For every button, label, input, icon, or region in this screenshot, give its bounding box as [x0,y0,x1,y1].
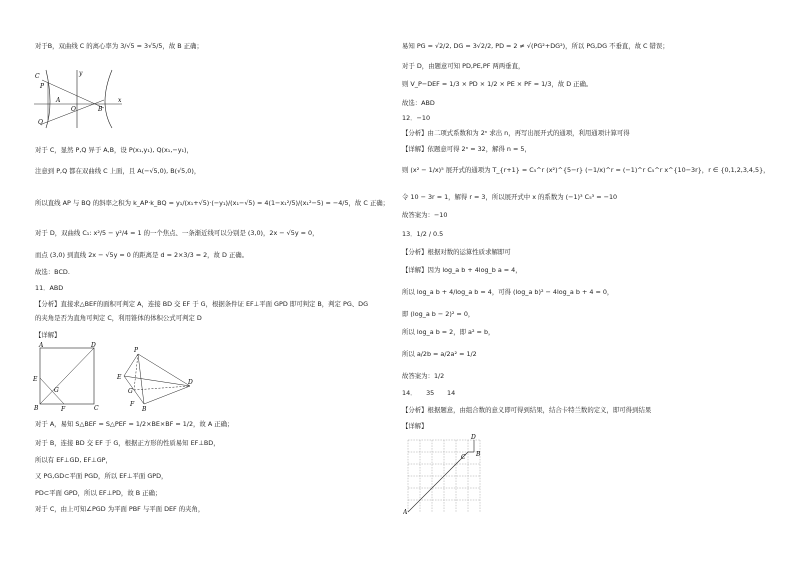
text-line: 13．1/2 / 0.5 [402,230,444,238]
label-g: G [128,388,133,395]
label-f: F [130,401,135,408]
text-line: 而点 (3,0) 到直线 2x − √5y = 0 的距离是 d = 2×3/3 = 2，故 D 正确。 [35,251,249,259]
text-line: 【详解】因为 log_a b + 4log_b a = 4， [402,266,522,274]
text-line: 则 (x² − 1/x)⁵ 展开式的通项为 T_{r+1} = C₅^r (x²)^{5−r} (−1/x)^r = (−1)^r C₅^r x^{10−3r}，r ∈ {0,1,2,3,4,5}， [402,166,770,174]
text-line: 14． 35 14 [402,389,456,397]
text-line: 注意到 P,Q 都在双曲线 C 上面，且 A(−√5,0), B(√5,0)， [35,167,201,175]
label-e: E [117,374,122,381]
left-column [0,0,390,562]
text-line: PD⊂平面 GPD，所以 EF⊥PD，故 B 正确； [35,489,162,497]
text-line: 所以 log_a b = 2，即 a² = b， [402,328,495,336]
right-column [397,0,777,562]
label-g: G [54,387,59,394]
text-line: 【详解】依题意可得 2ⁿ = 32，解得 n = 5， [402,145,531,153]
text-line: 即 (log_a b − 2)² = 0， [402,310,475,318]
text-line: 【详解】 [35,331,61,339]
text-line: 对于B，双曲线 C 的离心率为 3/√5 = 3√5/5，故 B 正确； [35,42,203,50]
hyperbola-figure [32,68,124,130]
label-o: O [71,106,76,113]
label-a: A [403,509,408,514]
diagonal-line [408,452,468,512]
text-line: 令 10 − 3r = 1，解得 r = 3，所以展开式中 x 的系数为 (−1)³ C₅³ = −10 [402,193,618,201]
label-d: D [471,434,476,441]
segment-bd [40,348,94,404]
text-line: 【分析】直接求△BEF的面积可判定 A，连接 BD 交 EF 于 G，根据条件证 EF⊥平面 GPD 即可判定 B，判定 PG、DG [35,300,369,308]
text-line: 所以 a/2b = a/2a² = 1/2 [402,350,477,358]
text-line: 故选：ABD [402,99,435,107]
label-b: B [98,106,103,113]
text-line: 故选：BCD. [35,268,70,276]
label-a: A [39,342,44,349]
hyperbola-right-branch [105,70,112,128]
text-line: 11．ABD [35,284,64,292]
text-line: 所以 log_a b + 4/log_a b = 4，可得 (log_a b)² − 4log_a b + 4 = 0， [402,288,614,296]
label-a: A [56,97,61,104]
label-p: P [134,347,139,354]
text-line: 又 PG,GD⊂平面 PGD，所以 EF⊥平面 GPD， [35,472,168,480]
text-line: 【分析】由二项式系数和为 2ⁿ 求出 n，再写出展开式的通项，利用通项计算可得 [402,129,630,137]
label-d: D [91,342,96,349]
text-line: 12．−10 [402,114,431,122]
text-line: 对于 A，易知 S△BEF = S△PEF = 1/2×BE×BF = 1/2，故 A 正确； [35,420,234,428]
square-figure [32,342,106,412]
text-line: 所以有 EF⊥GD, EF⊥GP， [35,456,112,464]
text-line: 则 V_P−DEF = 1/3 × PD × 1/2 × PE × PF = 1/3，故 D 正确。 [402,80,593,88]
text-line: 【详解】 [402,422,428,430]
text-line: 对于 D，双曲线 C₁: x²/5 − y²/4 = 1 的一个焦点、一条渐近线可以分别是 (3,0)，2x − √5y = 0， [35,229,319,237]
label-p: P [40,83,45,90]
text-line: 故答案为：1/2 [402,372,445,380]
text-line: 的夹角是否为直角可判定 C，利用锥体的体积公式可判定 D [35,314,202,322]
label-c: C [461,454,466,461]
tetrahedron-figure [112,346,194,412]
text-line: 对于 C，显然 P,Q 异于 A,B，设 P(x₁,y₁), Q(x₁,−y₁)， [35,146,193,154]
label-b: B [34,405,39,412]
label-y: y [79,70,83,77]
text-line: 对于 B，连接 BD 交 EF 于 G，根据正方形的性质易知 EF⊥BD， [35,439,220,447]
label-c: C [94,405,99,412]
text-line: 【分析】根据对数的运算性质求解即可 [402,248,511,256]
label-b: B [142,406,147,412]
text-line: 所以直线 AP 与 BQ 的斜率之积为 k_AP·k_BQ = y₁/(x₁+√5)·(−y₁)/(x₁−√5) = 4(1−x₁²/5)/(x₁²−5) = −4/5，故 C 正确； [35,199,390,207]
label-d: D [188,379,193,386]
lattice-grid-figure [403,432,489,514]
label-q: Q [38,119,43,126]
text-line: 对于 C，由上可知∠PGD 为平面 PBF 与平面 DEF 的夹角， [35,505,205,513]
label-b: B [476,451,481,458]
text-line: 【分析】根据题意，由组合数的意义即可得到结果，结合卡特兰数的定义，即可得到结果 [402,406,652,414]
text-line: 故答案为：−10 [402,211,448,219]
text-line: 易知 PG = √2/2, DG = 3√2/2, PD = 2 ≠ √(PG²+DG²)，所以 PG,DG 不垂直，故 C 错误； [402,42,669,50]
label-e: E [33,376,38,383]
label-x: x [118,97,122,104]
label-f: F [61,406,66,412]
text-line: 对于 D，由题意可知 PD,PE,PF 两两垂直， [402,62,525,70]
label-c: C [35,73,40,80]
